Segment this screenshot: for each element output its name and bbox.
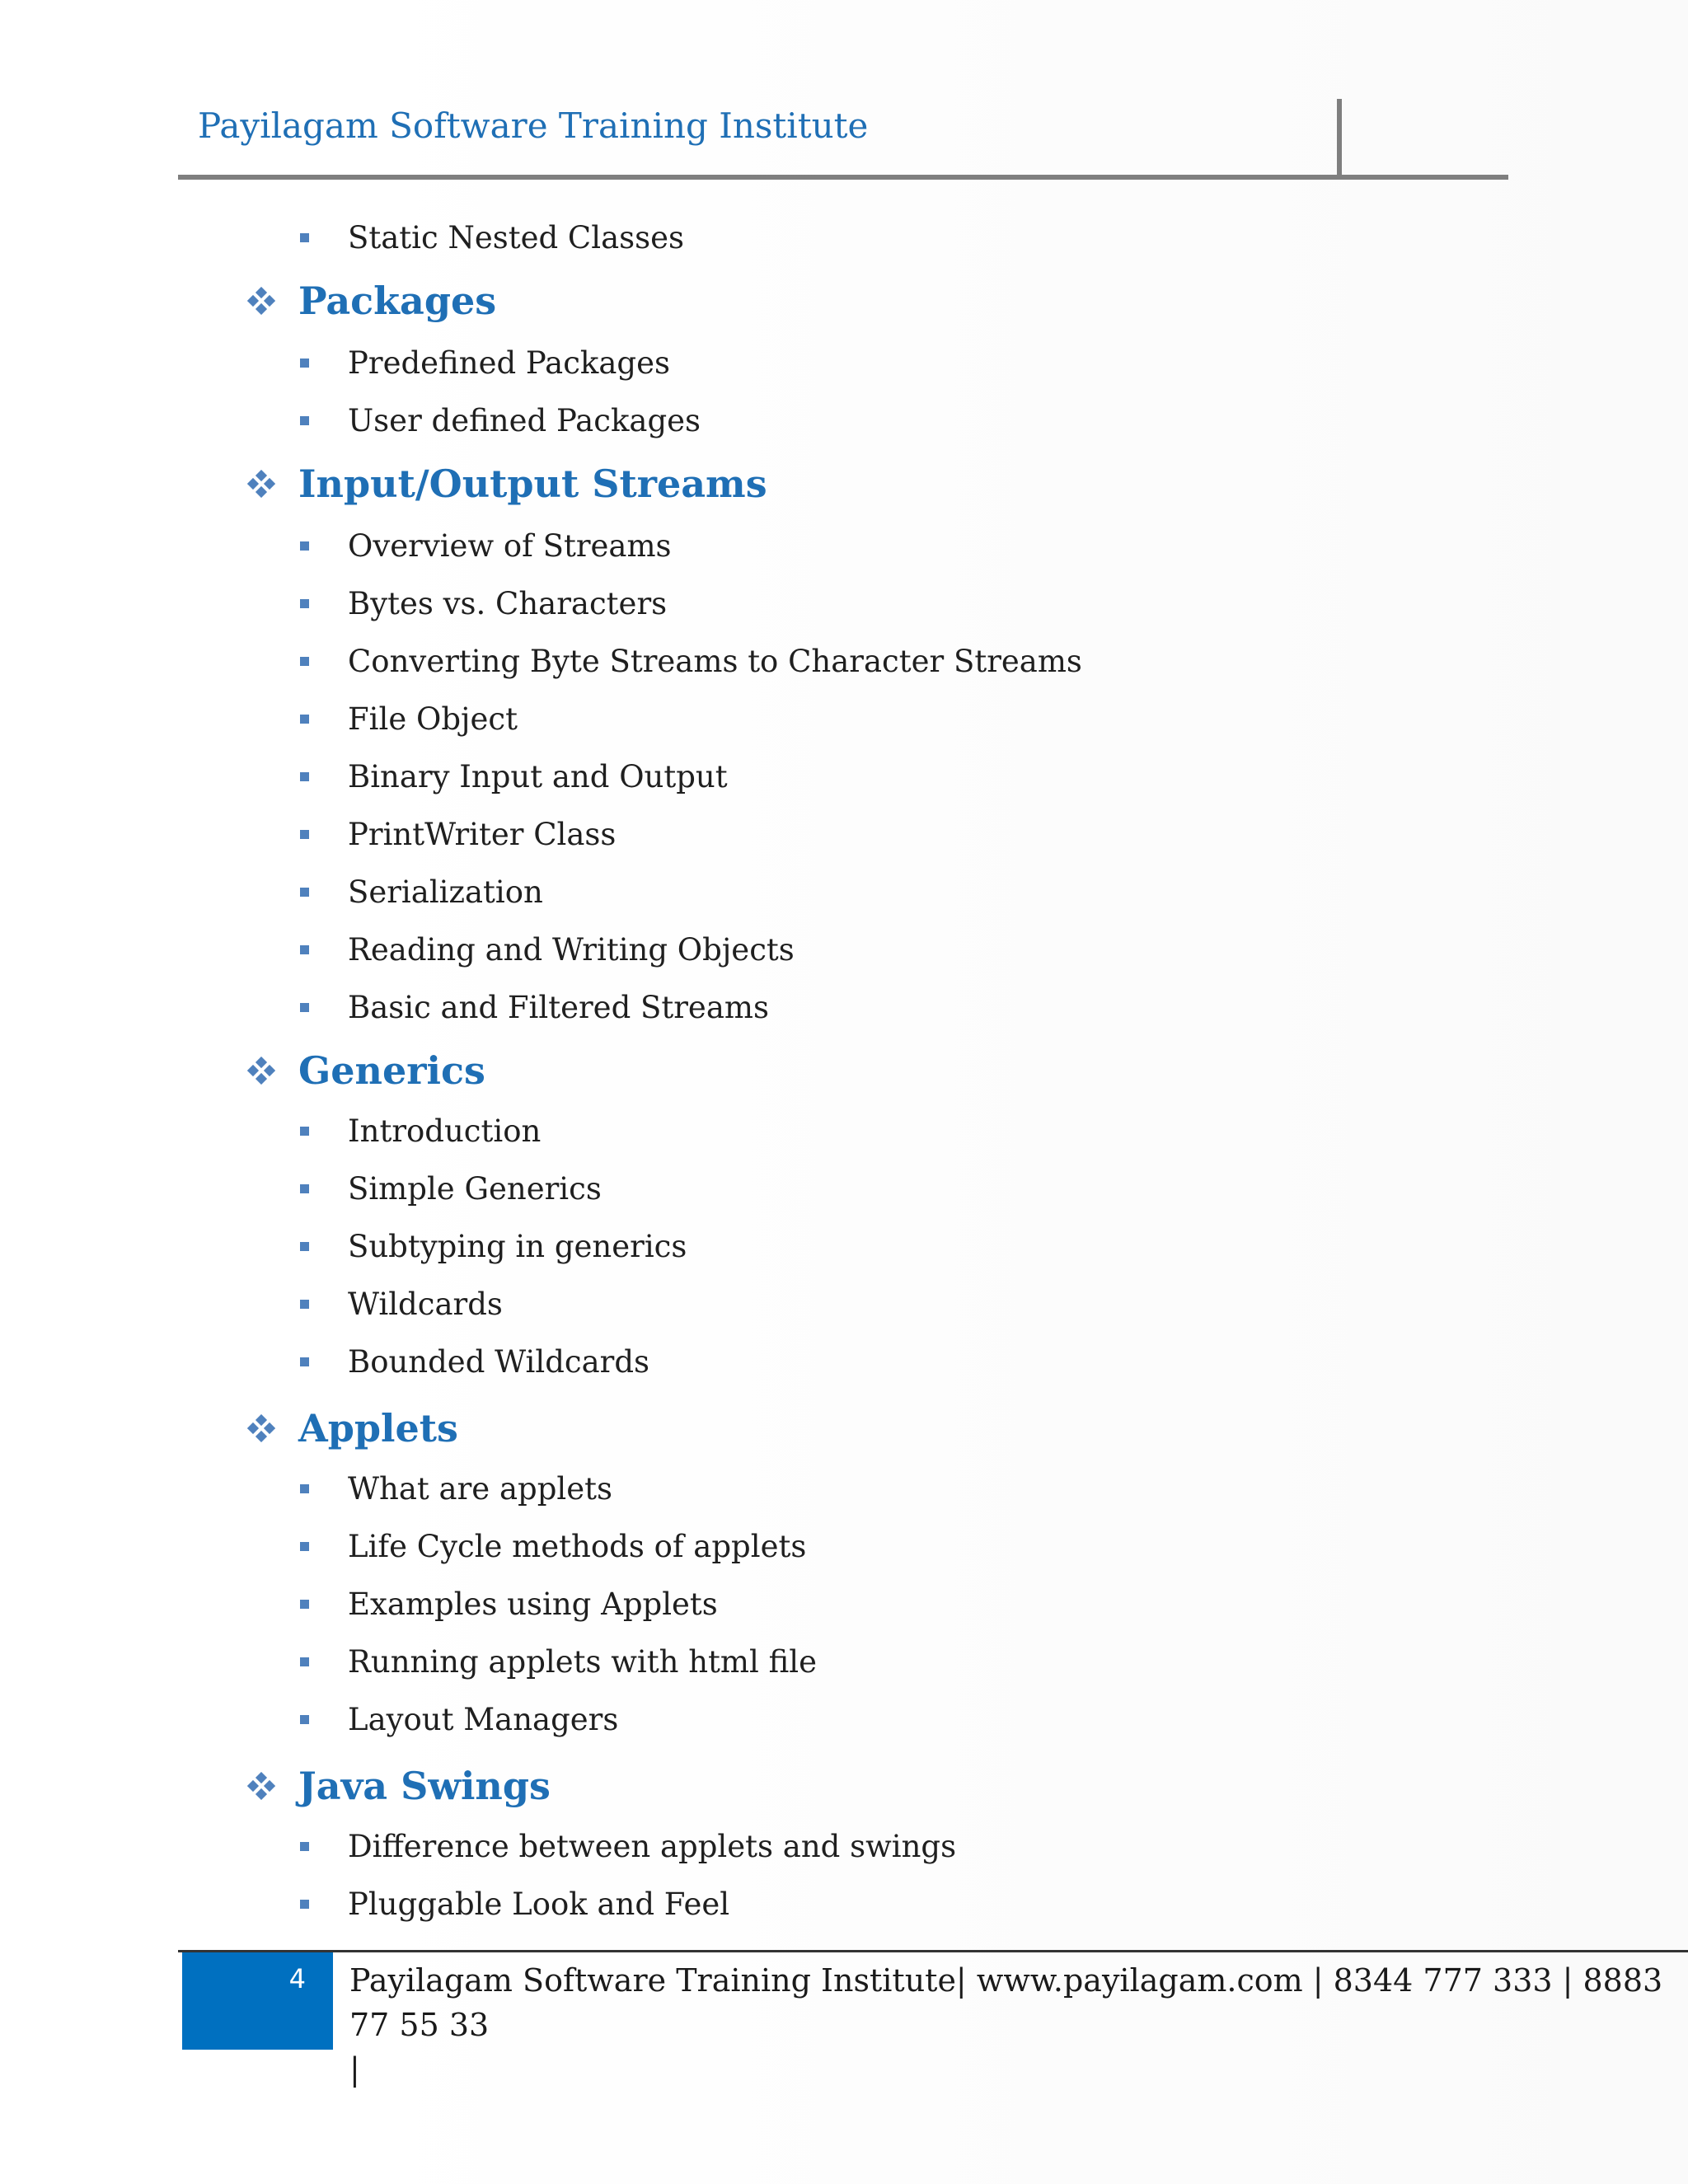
- list-item-label: Pluggable Look and Feel: [348, 1886, 730, 1922]
- list-item: [300, 1279, 503, 1329]
- section-heading-label: Applets: [298, 1406, 458, 1451]
- list-item-label: Introduction: [348, 1113, 542, 1149]
- list-item: [300, 1106, 541, 1155]
- list-item-label: Serialization: [348, 874, 543, 910]
- list-item: [300, 521, 672, 570]
- square-bullet-icon: [300, 945, 309, 954]
- section-heading-packages: [247, 272, 496, 330]
- square-bullet-icon: [300, 1715, 309, 1724]
- list-item: [300, 1464, 612, 1513]
- square-bullet-icon: [300, 1484, 309, 1493]
- square-bullet-icon: [300, 416, 309, 425]
- list-item-label: Life Cycle methods of applets: [348, 1528, 807, 1564]
- section-heading-io-streams: [247, 455, 767, 513]
- list-item-label: Binary Input and Output: [348, 758, 728, 794]
- square-bullet-icon: [300, 888, 309, 897]
- square-bullet-icon: [300, 772, 309, 781]
- page-number: 4: [288, 1963, 306, 1994]
- list-item-label: Wildcards: [348, 1286, 503, 1322]
- list-item-label: Predefined Packages: [348, 344, 670, 381]
- list-item-label: Layout Managers: [348, 1701, 619, 1737]
- list-item: [300, 1637, 817, 1686]
- list-item: [300, 636, 1082, 686]
- square-bullet-icon: [300, 1003, 309, 1012]
- square-bullet-icon: [300, 1600, 309, 1609]
- square-bullet-icon: [300, 830, 309, 839]
- page-header-title: Payilagam Software Training Institute: [198, 105, 869, 146]
- list-item-label: User defined Packages: [348, 402, 701, 438]
- list-item: [300, 1879, 729, 1929]
- list-item-label: Reading and Writing Objects: [348, 931, 795, 968]
- list-item: [300, 809, 616, 859]
- footer-line-2: |: [349, 2051, 360, 2088]
- list-item-label: File Object: [348, 701, 518, 737]
- section-heading-label: Generics: [298, 1048, 485, 1093]
- section-heading-label: Input/Output Streams: [298, 462, 767, 506]
- list-item: [300, 579, 667, 628]
- square-bullet-icon: [300, 1184, 309, 1193]
- list-item-label: Basic and Filtered Streams: [348, 989, 769, 1025]
- list-item: [300, 1221, 687, 1271]
- list-item-label: PrintWriter Class: [348, 816, 617, 852]
- list-item-label: Subtyping in generics: [348, 1228, 687, 1264]
- header-vertical-divider: [1337, 99, 1342, 180]
- section-heading-applets: [247, 1399, 458, 1457]
- list-item-label: What are applets: [348, 1470, 612, 1507]
- list-item: [300, 925, 795, 974]
- square-bullet-icon: [300, 1900, 309, 1909]
- list-item-label: Static Nested Classes: [348, 219, 684, 255]
- square-bullet-icon: [300, 541, 309, 551]
- list-item: [300, 1694, 618, 1744]
- list-item: [300, 1579, 718, 1629]
- list-item: [300, 338, 670, 387]
- square-bullet-icon: [300, 233, 309, 242]
- diamond-bullet-icon: [247, 470, 275, 498]
- list-item: [300, 982, 769, 1032]
- list-item-label: Overview of Streams: [348, 527, 672, 564]
- section-heading-generics: [247, 1042, 485, 1099]
- list-item-label: Bounded Wildcards: [348, 1343, 650, 1380]
- list-item-label: Simple Generics: [348, 1170, 602, 1207]
- list-item-label: Examples using Applets: [348, 1586, 718, 1622]
- square-bullet-icon: [300, 1127, 309, 1136]
- diamond-bullet-icon: [247, 1772, 275, 1800]
- square-bullet-icon: [300, 599, 309, 608]
- list-item: [300, 213, 684, 262]
- list-item: [300, 1164, 602, 1213]
- list-item: [300, 1821, 956, 1871]
- square-bullet-icon: [300, 359, 309, 368]
- diamond-bullet-icon: [247, 1414, 275, 1442]
- list-item-label: Difference between applets and swings: [348, 1828, 957, 1864]
- list-item: [300, 396, 701, 445]
- list-item: [300, 694, 518, 743]
- section-heading-label: Packages: [298, 279, 497, 323]
- list-item-label: Running applets with html file: [348, 1643, 817, 1680]
- list-item-label: Converting Byte Streams to Character Streams: [348, 643, 1082, 679]
- list-item: [300, 1521, 806, 1571]
- footer-contact-info: [349, 1958, 1668, 2092]
- square-bullet-icon: [300, 715, 309, 724]
- section-heading-java-swings: [247, 1757, 551, 1815]
- square-bullet-icon: [300, 1300, 309, 1309]
- footer-line-1: Payilagam Software Training Institute| www.payilagam.com | 8344 777 333 | 8883 77 55 33: [349, 1962, 1663, 2043]
- square-bullet-icon: [300, 1357, 309, 1366]
- diamond-bullet-icon: [247, 287, 275, 315]
- square-bullet-icon: [300, 657, 309, 666]
- header-divider: [178, 175, 1508, 180]
- list-item-label: Bytes vs. Characters: [348, 585, 668, 621]
- square-bullet-icon: [300, 1842, 309, 1851]
- square-bullet-icon: [300, 1242, 309, 1251]
- list-item: [300, 1337, 649, 1386]
- footer-divider: [178, 1950, 1688, 1952]
- square-bullet-icon: [300, 1657, 309, 1666]
- square-bullet-icon: [300, 1542, 309, 1551]
- list-item: [300, 867, 543, 916]
- diamond-bullet-icon: [247, 1057, 275, 1085]
- list-item: [300, 752, 728, 801]
- section-heading-label: Java Swings: [298, 1764, 551, 1808]
